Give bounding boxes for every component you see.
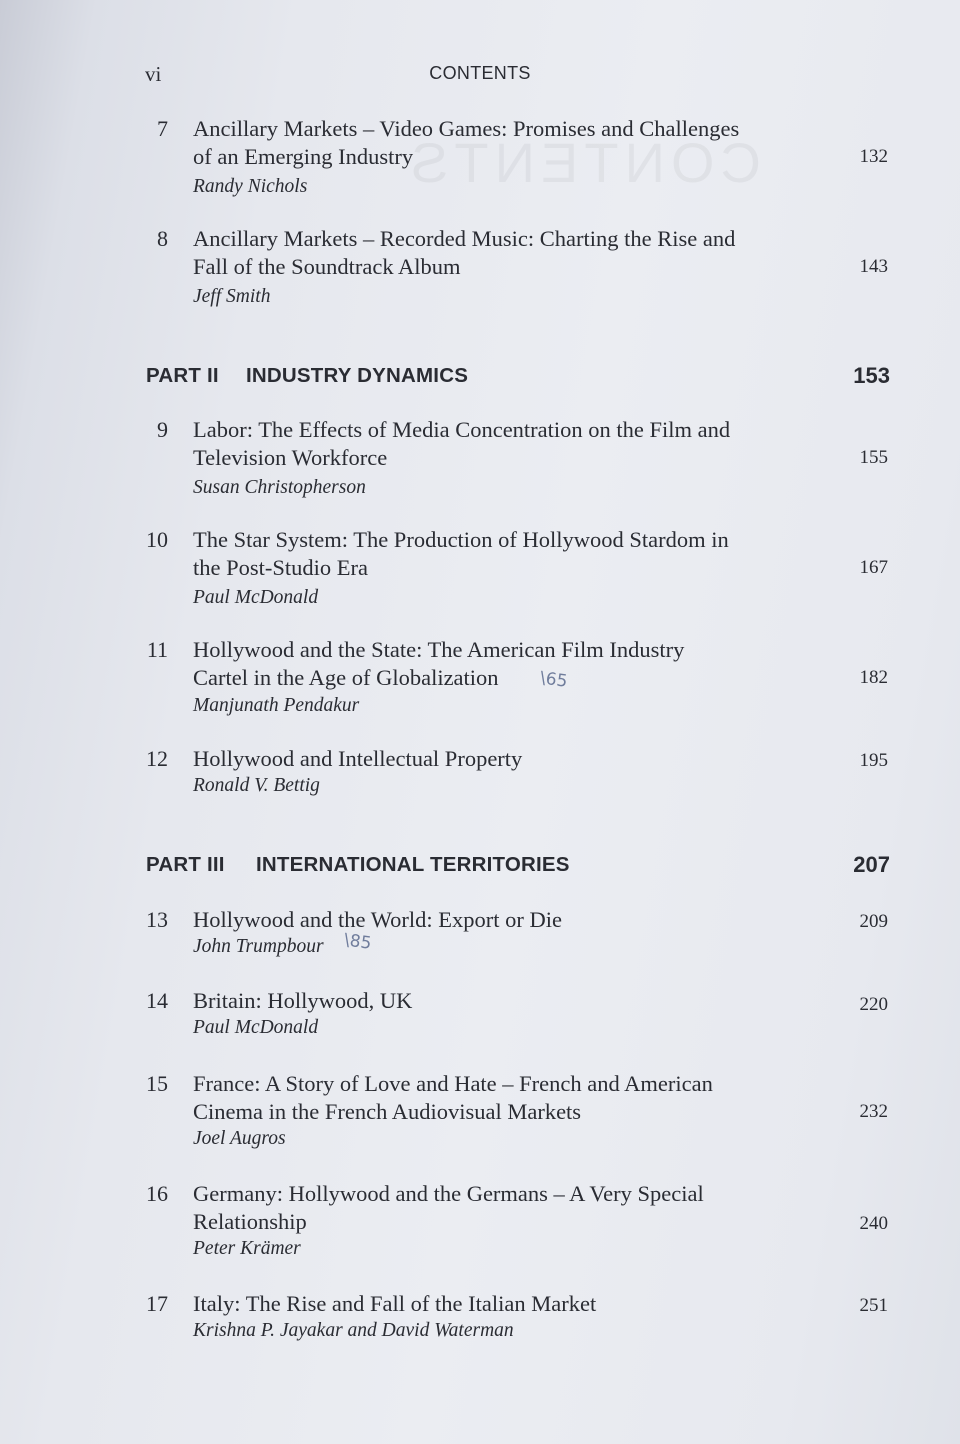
part-page: 207 (853, 852, 890, 877)
chapter-title-line2: Television Workforce (193, 445, 388, 470)
pencil-annotation: \65 (538, 668, 569, 692)
chapter-page: 232 (859, 1101, 888, 1122)
chapter-title (193, 1070, 813, 1126)
chapter-number: 17 (146, 1291, 168, 1316)
chapter-title (193, 115, 813, 171)
chapter-number: 10 (146, 527, 168, 552)
chapter-page: 220 (859, 994, 888, 1015)
part-heading-3 (0, 850, 960, 880)
chapter-title-line2: Cartel in the Age of Globalization (193, 665, 499, 690)
chapter-title (193, 526, 813, 582)
chapter-author: Krishna P. Jayakar and David Waterman (193, 1320, 514, 1341)
part-heading-2 (0, 361, 960, 391)
chapter-author: Paul McDonald (193, 1017, 319, 1038)
chapter-page: 240 (859, 1213, 888, 1234)
chapter-author: Manjunath Pendakur (193, 695, 360, 716)
chapter-title (193, 416, 813, 472)
chapter-title-line1: The Star System: The Production of Hollywood Stardom in (193, 527, 729, 552)
chapter-author: John Trumpbour (193, 936, 324, 957)
chapter-title (193, 636, 813, 692)
chapter-author: Jeff Smith (193, 286, 271, 307)
chapter-page: 132 (859, 146, 888, 167)
chapter-title (193, 1180, 813, 1236)
chapter-title (193, 225, 813, 281)
chapter-number: 11 (146, 637, 168, 662)
chapter-title-line1: France: A Story of Love and Hate – French and American (193, 1071, 713, 1096)
chapter-page: 195 (859, 750, 888, 771)
chapter-title-line1: Hollywood and the State: The American Film Industry (193, 637, 685, 662)
chapter-number: 14 (146, 988, 168, 1013)
chapter-title-line2: the Post-Studio Era (193, 555, 368, 580)
chapter-title-line1: Britain: Hollywood, UK (193, 988, 413, 1013)
chapter-page: 155 (859, 447, 888, 468)
part-label: PART II (146, 364, 219, 387)
chapter-title-line1: Germany: Hollywood and the Germans – A Very Special (193, 1181, 704, 1206)
chapter-title-line1: Ancillary Markets – Video Games: Promises and Challenges (193, 116, 740, 141)
chapter-page: 167 (859, 557, 888, 578)
chapter-title (193, 906, 813, 934)
part-title: INTERNATIONAL TERRITORIES (256, 853, 570, 876)
part-title: INDUSTRY DYNAMICS (246, 364, 469, 387)
chapter-title-line1: Labor: The Effects of Media Concentration on the Film and (193, 417, 731, 442)
chapter-page: 251 (859, 1295, 888, 1316)
chapter-page: 182 (859, 667, 888, 688)
chapter-title-line1: Hollywood and the World: Export or Die (193, 907, 562, 932)
part-page: 153 (853, 363, 890, 388)
chapter-author: Ronald V. Bettig (193, 775, 320, 796)
pencil-annotation: \85 (342, 930, 373, 954)
page-number: vi (145, 62, 162, 86)
chapter-title-line2: Cinema in the French Audiovisual Markets (193, 1099, 582, 1124)
chapter-page: 143 (859, 256, 888, 277)
chapter-title-line1: Ancillary Markets – Recorded Music: Charting the Rise and (193, 226, 736, 251)
chapter-number: 13 (146, 907, 168, 932)
chapter-number: 7 (157, 116, 168, 141)
chapter-number: 9 (157, 417, 168, 442)
chapter-title (193, 1290, 813, 1318)
chapter-title-line1: Italy: The Rise and Fall of the Italian Market (193, 1291, 597, 1316)
chapter-title-line2: Fall of the Soundtrack Album (193, 254, 461, 279)
part-label: PART III (146, 853, 225, 876)
chapter-title-line2: of an Emerging Industry (193, 144, 414, 169)
chapter-author: Peter Krämer (193, 1238, 301, 1259)
chapter-title-line2: Relationship (193, 1209, 307, 1234)
chapter-page: 209 (859, 911, 888, 932)
chapter-number: 15 (146, 1071, 168, 1096)
chapter-title (193, 745, 813, 773)
chapter-number: 8 (157, 226, 168, 251)
chapter-author: Joel Augros (193, 1128, 286, 1149)
running-head (0, 62, 960, 88)
chapter-number: 16 (146, 1181, 168, 1206)
chapter-author: Paul McDonald (193, 587, 319, 608)
show-through-text: CONTENTS (405, 131, 761, 194)
chapter-number: 12 (146, 746, 168, 771)
running-title: CONTENTS (429, 63, 531, 83)
chapter-author: Susan Christopherson (193, 477, 366, 498)
chapter-title (193, 987, 813, 1015)
chapter-title-line1: Hollywood and Intellectual Property (193, 746, 523, 771)
chapter-author: Randy Nichols (193, 176, 308, 197)
